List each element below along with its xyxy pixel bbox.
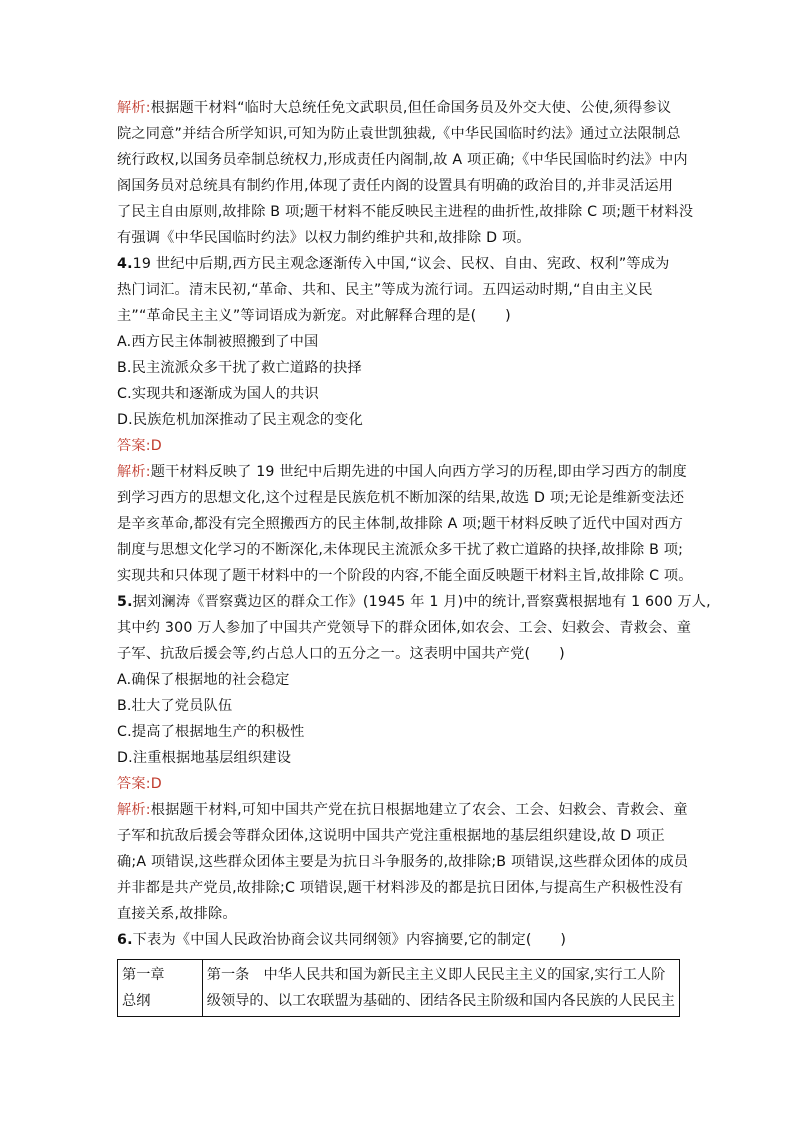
analysis-text-line: 有强调《中华民国临时约法》以权力制约维护共和,故排除 D 项。	[117, 230, 531, 246]
analysis-text-line: 根据题干材料,可知中国共产党在抗日根据地建立了农会、工会、妇救会、青救会、童	[150, 802, 688, 818]
analysis-text-line: 了民主自由原则,故排除 B 项;题干材料不能反映民主进程的曲折性,故排除 C 项;题干材料没	[117, 204, 694, 220]
analysis-text-line: 制度与思想文化学习的不断深化,未体现民主流派众多干扰了救亡道路的抉择,故排除 B 项;	[117, 542, 684, 558]
article-text-line: 第一条 中华人民共和国为新民主主义即人民民主主义的国家,实行工人阶	[206, 967, 666, 983]
analysis-text-line: 子军和抗敌后援会等群众团体,这说明中国共产党注重根据地的基层组织建设,故 D 项正	[117, 828, 665, 844]
analysis-block	[117, 797, 689, 927]
option-c: C.实现共和逐渐成为国人的共识	[117, 386, 319, 402]
table-cell-chapter	[118, 960, 203, 1017]
analysis-text-line: 院之同意”并结合所学知识,可知为防止袁世凯独裁,《中华民国临时约法》通过立法限制总	[117, 126, 681, 142]
chapter-number: 第一章	[122, 967, 165, 983]
analysis-text-line: 确;A 项错误,这些群众团体主要是为抗日斗争服务的,故排除;B 项错误,这些群众团体的成员	[117, 854, 689, 870]
analysis-text-line: 直接关系,故排除。	[117, 906, 237, 922]
option-b: B.壮大了党员队伍	[117, 698, 233, 714]
question-stem-line: 热门词汇。清末民初,“革命、共和、民主”等成为流行词。五四运动时期,“自由主义民	[117, 282, 653, 298]
table-row	[118, 960, 680, 1017]
question-stem-line: 主”“革命民主主义”等词语成为新宠。对此解释合理的是( )	[117, 308, 511, 324]
option-a: A.确保了根据地的社会稳定	[117, 672, 290, 688]
answer-line: 答案:D	[117, 438, 162, 454]
question-number: 6.	[117, 932, 133, 948]
analysis-text-line: 实现共和只体现了题干材料中的一个阶段的内容,不能全面反映题干材料主旨,故排除 C 项。	[117, 568, 693, 584]
question-stem-line: 19 世纪中后期,西方民主观念逐渐传入中国,“议会、民权、自由、宪政、权利”等成为	[132, 256, 670, 272]
option-c: C.提高了根据地生产的积极性	[117, 724, 305, 740]
analysis-label: 解析:	[117, 464, 151, 480]
analysis-block	[117, 95, 694, 251]
question-stem-line: 其中约 300 万人参加了中国共产党领导下的群众团体,如农会、工会、妇救会、青救会、童	[117, 620, 692, 636]
chapter-title: 总纲	[122, 993, 151, 1009]
question-number: 5.	[117, 594, 133, 610]
option-a: A.西方民主体制被照搬到了中国	[117, 334, 319, 350]
question-number: 4.	[117, 256, 133, 272]
analysis-text-line: 根据题干材料“临时大总统任免文武职员,但任命国务员及外交大使、公使,须得参议	[150, 100, 672, 116]
analysis-label: 解析:	[117, 802, 151, 818]
analysis-label: 解析:	[117, 100, 151, 116]
analysis-block	[117, 459, 693, 589]
question-stem-line: 据刘澜涛《晋察冀边区的群众工作》(1945 年 1 月)中的统计,晋察冀根据地有 1 600 万人,	[132, 594, 711, 610]
option-d: D.注重根据地基层组织建设	[117, 750, 292, 766]
analysis-text-line: 并非都是共产党员,故排除;C 项错误,题干材料涉及的都是抗日团体,与提高生产积极性没有	[117, 880, 684, 896]
question-stem-line: 子军、抗敌后援会等,约占总人口的五分之一。这表明中国共产党( )	[117, 646, 565, 662]
answer-line: 答案:D	[117, 776, 162, 792]
analysis-text-line: 阁国务员对总统具有制约作用,体现了责任内阁的设置具有明确的政治目的,并非灵活运用	[117, 178, 674, 194]
analysis-text-line: 是辛亥革命,都没有完全照搬西方的民主体制,故排除 A 项;题干材料反映了近代中国对西方	[117, 516, 684, 532]
article-text-line: 级领导的、以工农联盟为基础的、团结各民主阶级和国内各民族的人民民主	[206, 993, 675, 1009]
option-d: D.民族危机加深推动了民主观念的变化	[117, 412, 364, 428]
document-body	[117, 95, 711, 953]
analysis-text-line: 题干材料反映了 19 世纪中后期先进的中国人向西方学习的历程,即由学习西方的制度	[150, 464, 687, 480]
question-6	[117, 927, 679, 953]
question-4	[117, 251, 679, 459]
analysis-text-line: 到学习西方的思想文化,这个过程是民族危机不断加深的结果,故选 D 项;无论是维新变法还	[117, 490, 685, 506]
table-cell-content	[202, 960, 679, 1017]
analysis-text-line: 统行政权,以国务员牵制总统权力,形成责任内阁制,故 A 项正确;《中华民国临时约法》中内	[117, 152, 688, 168]
option-b: B.民主流派众多干扰了救亡道路的抉择	[117, 360, 362, 376]
question-stem-line: 下表为《中国人民政治协商会议共同纲领》内容摘要,它的制定( )	[132, 932, 567, 948]
program-excerpt-table	[117, 959, 680, 1017]
question-5	[117, 589, 711, 797]
